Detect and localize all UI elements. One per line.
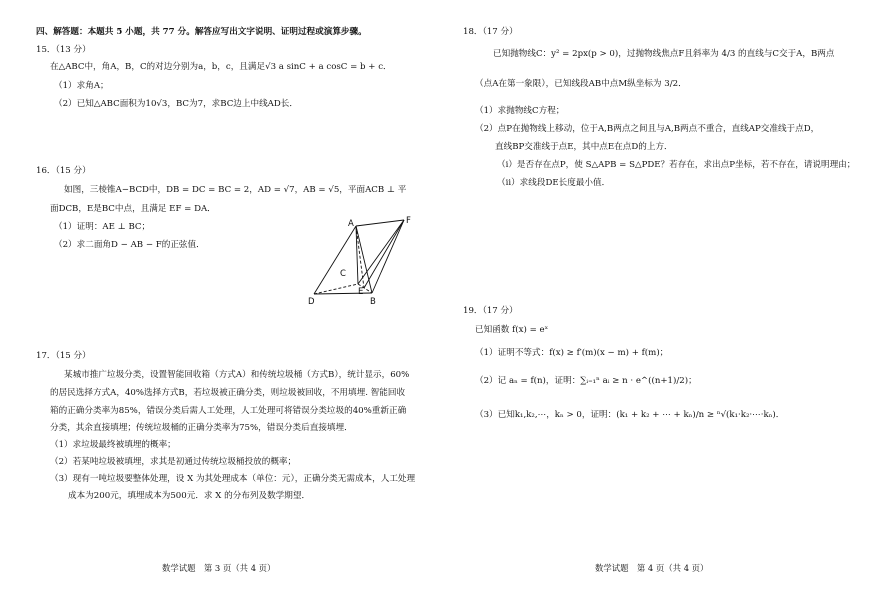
q18-stem-line2: （点A在第一象限），已知线段AB中点M纵坐标为 3/2． (475, 79, 687, 89)
q16-stem-line1: 如图，三棱锥A−BCD中，DB = DC = BC = 2，AD = √7，AB = √5，平面ACB ⊥ 平 (64, 185, 407, 195)
vertex-label-e: E (358, 287, 364, 297)
q18-part2-line2: 直线BP交准线于点E，其中点E在点D的上方． (495, 142, 673, 152)
q19-title: 19．（17 分） (463, 306, 518, 316)
q19-stem: 已知函数 f(x) = eˣ (475, 325, 549, 335)
q18-part2-line1: （2）点P在抛物线上移动，位于A,B两点之间且与A,B两点不重合，直线AP交准线于点D， (475, 124, 820, 134)
tetrahedron-figure (300, 210, 430, 310)
q17-part3-line1: （3）现有一吨垃圾要整体处理，设 X 为其处理成本（单位：元），正确分类无需成本，人工处理 (50, 474, 416, 484)
q17-part2: （2）若某吨垃圾被填埋，求其是初通过传统垃圾桶投放的概率； (50, 457, 297, 467)
page-footer-3: 数学试题 第 3 页（共 4 页） (162, 563, 276, 573)
right-page (435, 0, 870, 590)
q18-part2-ii: （ii）求线段DE长度最小值． (497, 178, 611, 188)
q17-line1: 某城市推广垃圾分类，设置智能回收箱（方式A）和传统垃圾桶（方式B），统计显示，60% (64, 370, 410, 380)
section-header: 四、解答题：本题共 5 小题，共 77 分。解答应写出文字说明、证明过程或演算步骤。 (36, 27, 367, 37)
q18-title: 18．（17 分） (463, 27, 518, 37)
q15-part1: （1）求角A； (54, 81, 109, 91)
vertex-label-a: A (348, 219, 354, 229)
vertex-label-d: D (308, 297, 315, 307)
q19-part1: （1）证明不等式：f(x) ≥ f′(m)(x − m) + f(m)； (475, 348, 669, 358)
q16-stem-line2: 面DCB，E是BC中点，且满足 EF = DA． (50, 204, 216, 214)
q17-part1: （1）求垃圾最终被填埋的概率； (50, 440, 176, 450)
vertex-label-c: C (340, 269, 346, 279)
page-footer-4: 数学试题 第 4 页（共 4 页） (595, 563, 709, 573)
q16-part2: （2）求二面角D − AB − F的正弦值． (54, 240, 205, 250)
q15-stem: 在△ABC中，角A，B，C的对边分别为a，b，c，且满足√3 a sinC + a cosC = b + c． (50, 62, 392, 72)
q15-title: 15．（13 分） (36, 45, 91, 55)
q15-part2: （2）已知△ABC面积为10√3，BC为7，求BC边上中线AD长． (54, 99, 298, 109)
q17-line2: 的居民选择方式A，40%选择方式B，若垃圾被正确分类，则垃圾被回收，不用填埋. 智能回收 (50, 388, 406, 398)
q16-title: 16．（15 分） (36, 166, 91, 176)
q17-line4: 分类，其余直接填埋；传统垃圾桶的正确分类率为75%，错误分类后直接填埋． (50, 423, 353, 433)
q19-part3: （3）已知k₁,k₂,⋯，kₙ > 0，证明：(k₁ + k₂ + ⋯ + kₙ)/n ≥ ⁿ√(k₁·k₂·⋯·kₙ)． (475, 410, 785, 420)
q17-line3: 箱的正确分类率为85%，错误分类后需人工处理，人工处理可将错误分类垃圾的40%重新正确 (50, 406, 407, 416)
q17-title: 17．（15 分） (36, 351, 91, 361)
q16-part1: （1）证明：AE ⊥ BC； (54, 222, 151, 232)
vertex-label-f: F (406, 216, 411, 226)
q19-part2: （2）记 aₙ = f(n)，证明：∑ᵢ₌₁ⁿ aᵢ ≥ n · e^((n+1)/2)； (475, 376, 697, 386)
q18-stem-line1: 已知抛物线C：y² = 2px(p > 0)，过抛物线焦点F且斜率为 4/3 的直线与C交于A，B两点 (493, 49, 835, 59)
vertex-label-b: B (370, 297, 376, 307)
q17-part3-line2: 成本为200元，填埋成本为500元．求 X 的分布列及数学期望． (68, 491, 311, 501)
q18-part1: （1）求抛物线C方程； (475, 106, 565, 116)
q18-part2-i: （i）是否存在点P，使 S△APB = S△PDE？若存在，求出点P坐标，若不存在，请说明理由； (497, 160, 856, 170)
